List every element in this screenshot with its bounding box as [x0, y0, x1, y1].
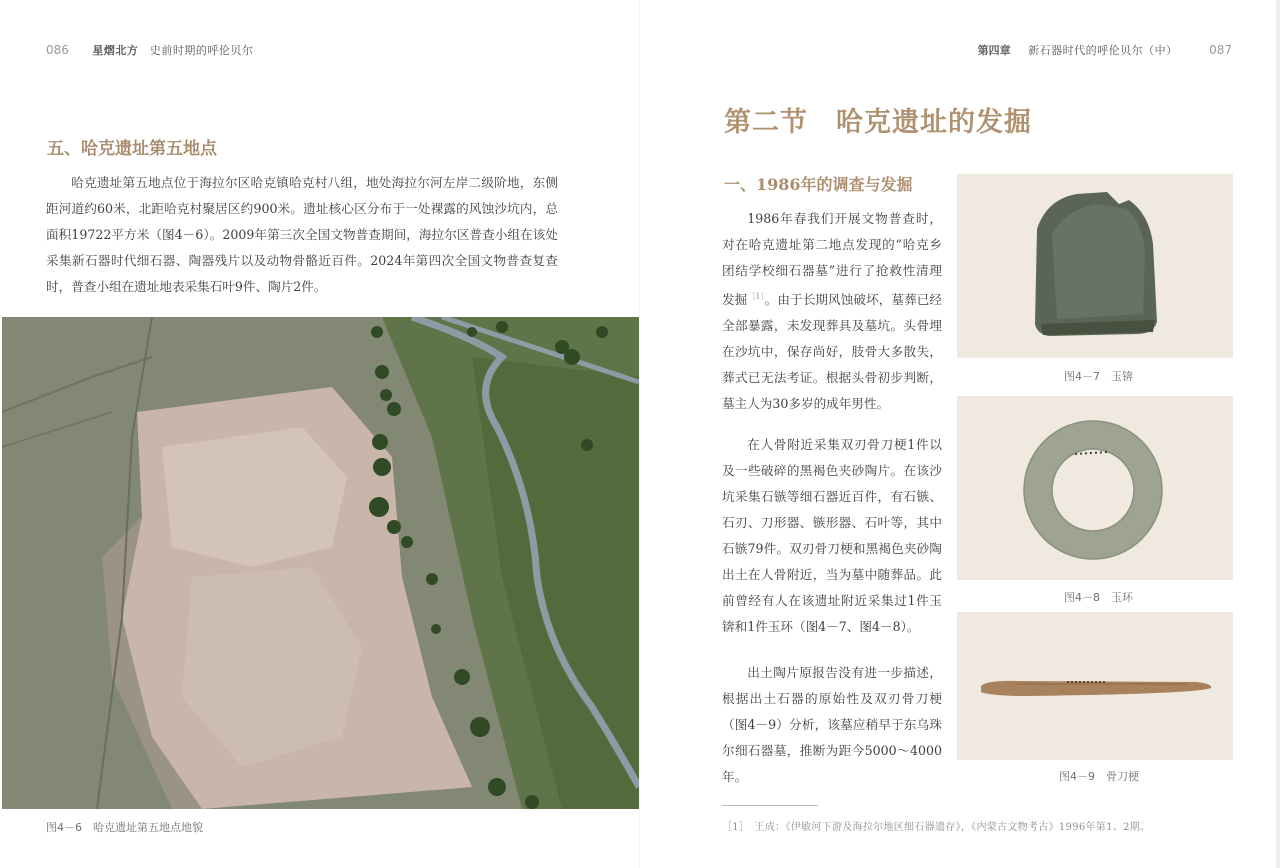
figure-4-9-caption: 图4－9 骨刀梗 [1059, 770, 1139, 783]
aerial-site-photo [2, 317, 639, 809]
left-page-number: 086 [46, 43, 69, 57]
jade-adze-icon [957, 174, 1233, 358]
aerial-photo-caption: 图4－6 哈克遗址第五地点地貌 [46, 821, 203, 834]
footnote: ［1］ 王成：《伊敏河下游及海拉尔地区细石器遗存》，《内蒙古文物考古》1996年第1、2期。 [722, 822, 1151, 833]
figure-jade-adze [957, 174, 1233, 358]
jade-ring-icon [957, 396, 1233, 580]
right-page-number: 087 [1209, 43, 1232, 57]
figure-bone-knife-handle [957, 612, 1233, 760]
section-heading: 五、哈克遗址第五地点 [47, 139, 217, 159]
paragraph-1-text-b: 。由于长期风蚀破坏，墓葬已经全部暴露，未发现葬具及墓坑。头骨埋在沙坑中，保存尚好，肢骨大多散失，葬式已无法考证。根据头骨初步判断，墓主人为30多岁的成年男性。 [722, 292, 942, 412]
footnote-divider [722, 805, 818, 806]
chapter-section-heading: 第二节 哈克遗址的发掘 [724, 107, 1032, 138]
bone-knife-handle-icon [957, 612, 1233, 760]
left-running-header [46, 42, 253, 58]
footnote-reference: ［1］ [747, 292, 765, 301]
book-subtitle: 史前时期的呼伦贝尔 [149, 44, 254, 57]
subsection-heading: 一、1986年的调查与发掘 [724, 175, 913, 194]
figure-4-7-caption: 图4－7 玉锛 [1064, 370, 1133, 383]
right-paragraph-2: 在人骨附近采集双刃骨刀梗1件以及一些破碎的黑褐色夹砂陶片。在该沙坑采集石镞等细石器近百件，有石镞、石刃、刀形器、镞形器、石叶等，其中石镞79件。双刃骨刀梗和黑褐色夹砂陶出土在人骨附近，当为墓中随葬品。此前曾经有人在该遗址附近采集过1件玉锛和1件玉环（图4－7、图4－8）。 [722, 437, 942, 634]
chapter-title: 新石器时代的呼伦贝尔（中） [1028, 44, 1178, 57]
right-paragraph-3: 出土陶片原报告没有进一步描述，根据出土石器的原始性及双刃骨刀梗（图4－9）分析，该墓应稍早于东乌珠尔细石器墓，推断为距今5000～4000年。 [722, 665, 942, 784]
figure-4-8-caption: 图4－8 玉环 [1064, 591, 1133, 604]
right-running-header [978, 42, 1232, 58]
paragraph-1-text-a: 1986年春我们开展文物普查时，对在哈克遗址第二地点发现的“哈克乡团结学校细石器墓”进行了抢救性清理发掘 [722, 211, 942, 308]
right-paragraph-1 [722, 206, 942, 417]
page-edge [1276, 0, 1280, 868]
figure-jade-ring [957, 396, 1233, 580]
left-body-paragraph: 哈克遗址第五地点位于海拉尔区哈克镇哈克村八组，地处海拉尔河左岸二级阶地，东侧距河道约60米，北距哈克村聚居区约900米。遗址核心区分布于一处裸露的风蚀沙坑内，总面积19722平方米（图4－6）。2009年第三次全国文物普查期间，海拉尔区普查小组在该处采集新石器时代细石器、陶器残片以及动物骨骼近百件。2024年第四次全国文物普查复查时，普查小组在遗址地表采集石叶9件、陶片2件。 [46, 175, 558, 294]
book-title: 星熠北方 [92, 44, 139, 57]
chapter-label: 第四章 [977, 44, 1011, 57]
right-page [640, 0, 1280, 868]
